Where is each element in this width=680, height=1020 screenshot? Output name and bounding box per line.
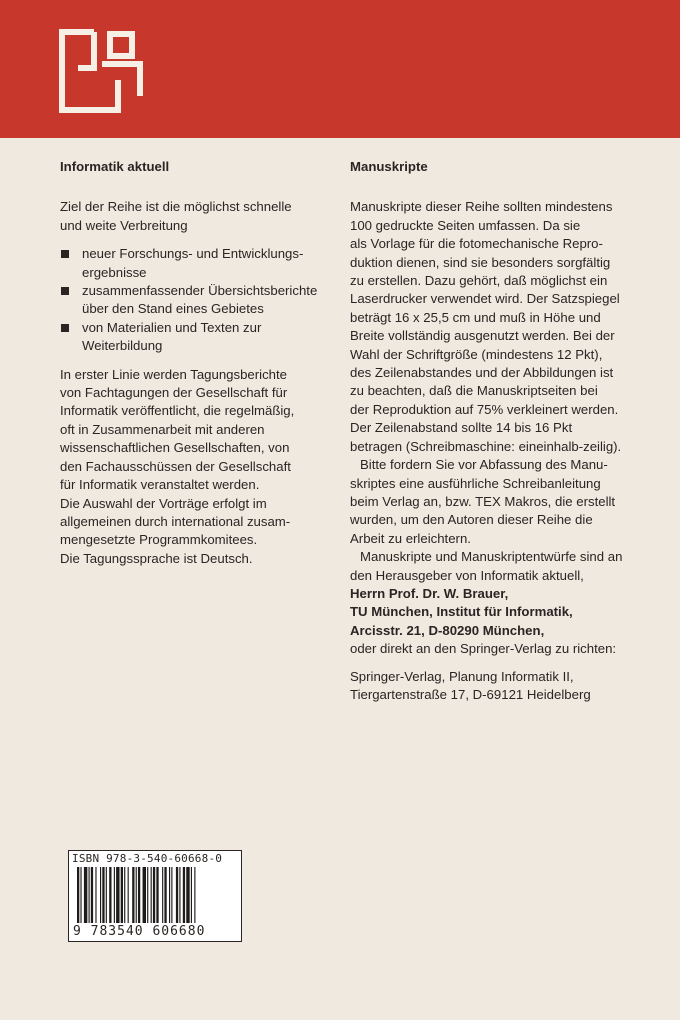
text-line: Wahl der Schriftgröße (mindestens 12 Pkt), bbox=[350, 346, 603, 362]
barcode-bar bbox=[156, 867, 158, 923]
barcode-bar bbox=[153, 867, 155, 923]
text-line: wissenschaftlichen Gesellschaften, von bbox=[60, 440, 290, 456]
barcode-bar bbox=[186, 867, 189, 923]
text-line: zu erstellen. Dazu gehört, daß möglichst ein bbox=[350, 273, 608, 289]
text-line: beträgt 16 x 25,5 cm und muß in Höhe und bbox=[350, 309, 601, 325]
barcode-bar bbox=[106, 867, 107, 923]
text-line: betragen (Schreibmaschine: eineinhalb-zeilig). bbox=[350, 438, 622, 454]
barcode-bar bbox=[132, 867, 134, 923]
text-line: Die Tagungssprache ist Deutsch. bbox=[60, 550, 253, 566]
text-line: allgemeinen durch international zusam- bbox=[60, 513, 291, 529]
barcode-bar bbox=[162, 867, 163, 923]
barcode-digits: 9 783540 606680 bbox=[73, 924, 206, 939]
text-line: für Informatik veranstaltet werden. bbox=[60, 477, 260, 493]
barcode-bar bbox=[164, 867, 166, 923]
text-line: Die Auswahl der Vorträge erfolgt im bbox=[60, 495, 267, 511]
barcode-bar bbox=[121, 867, 123, 923]
text-line: Weiterbildung bbox=[82, 338, 163, 354]
text-line: In erster Linie werden Tagungsberichte bbox=[60, 366, 288, 382]
text-line: Tiergartenstraße 17, D-69121 Heidelberg bbox=[350, 686, 591, 702]
barcode-bar bbox=[91, 867, 93, 923]
text-line: Informatik veröffentlicht, die regelmäßig, bbox=[60, 403, 295, 419]
text-line: Arbeit zu erleichtern. bbox=[350, 530, 471, 546]
text-line: Laserdrucker verwendet wird. Der Satzspiegel bbox=[350, 291, 620, 307]
text-line: zusammenfassender Übersichtsberichte bbox=[82, 283, 318, 299]
manuscript-paragraph-3 bbox=[350, 548, 630, 658]
editor-address-line: TU München, Institut für Informatik, bbox=[350, 604, 573, 620]
text-line: Springer-Verlag, Planung Informatik II, bbox=[350, 668, 574, 684]
barcode-bar bbox=[176, 867, 178, 923]
text-line: von Materialien und Texten zur bbox=[82, 319, 262, 335]
text-line: Breite vollständig ausgenutzt werden. Bei der bbox=[350, 328, 615, 344]
text-line: zu beachten, daß die Manuskriptseiten bei bbox=[350, 383, 598, 399]
text-line: den Fachausschüssen der Gesellschaft bbox=[60, 458, 291, 474]
text-line: neuer Forschungs- und Entwicklungs- bbox=[82, 246, 304, 262]
barcode-bar bbox=[191, 867, 192, 923]
barcode-bar bbox=[171, 867, 172, 923]
barcode-bars bbox=[77, 867, 233, 923]
text-line: Der Zeilenabstand sollte 14 bis 16 Pkt bbox=[350, 420, 573, 436]
barcode-bar bbox=[194, 867, 195, 923]
text-line: Bitte fordern Sie vor Abfassung des Manu- bbox=[360, 457, 608, 473]
list-item bbox=[60, 245, 322, 282]
publisher-address bbox=[350, 668, 630, 705]
editor-address-line: Arcisstr. 21, D-80290 München, bbox=[350, 622, 545, 638]
isbn-label: ISBN 978-3-540-60668-0 bbox=[72, 852, 223, 865]
barcode-bar bbox=[77, 867, 79, 923]
isbn-barcode bbox=[68, 850, 242, 942]
text-line: skriptes eine ausführliche Schreibanleitung bbox=[350, 475, 601, 491]
bullet-list bbox=[60, 245, 322, 355]
barcode-bar bbox=[128, 867, 129, 923]
text-line: Manuskripte dieser Reihe sollten mindestens bbox=[350, 199, 613, 215]
manuscript-paragraph-1 bbox=[350, 198, 630, 456]
barcode-bar bbox=[102, 867, 104, 923]
right-column bbox=[350, 158, 630, 704]
barcode-bar bbox=[95, 867, 96, 923]
bullet-square-icon bbox=[61, 287, 69, 295]
text-line: als Vorlage für die fotomechanische Repro- bbox=[350, 236, 603, 252]
text-line: den Herausgeber von Informatik aktuell, bbox=[350, 567, 584, 583]
barcode-bar bbox=[80, 867, 81, 923]
barcode-bar bbox=[151, 867, 152, 923]
barcode-bar bbox=[89, 867, 90, 923]
ci-logo-icon bbox=[58, 28, 144, 114]
text-line: wurden, um den Autoren dieser Reihe die bbox=[350, 512, 593, 528]
top-band bbox=[0, 0, 680, 138]
text-line: oder direkt an den Springer-Verlag zu richten: bbox=[350, 641, 617, 657]
barcode-bar bbox=[183, 867, 185, 923]
text-line: und weite Verbreitung bbox=[60, 217, 188, 233]
text-line: des Zeilenabstandes und der Abbildungen ist bbox=[350, 365, 614, 381]
text-line: beim Verlag an, bzw. TEX Makros, die erstellt bbox=[350, 493, 616, 509]
text-line: Manuskripte und Manuskriptentwürfe sind an bbox=[360, 549, 623, 565]
bullet-square-icon bbox=[61, 324, 69, 332]
left-column bbox=[60, 158, 322, 568]
barcode-bar bbox=[143, 867, 146, 923]
text-line: 100 gedruckte Seiten umfassen. Da sie bbox=[350, 217, 581, 233]
right-heading: Manuskripte bbox=[350, 159, 428, 174]
barcode-bar bbox=[114, 867, 115, 923]
text-line: der Reproduktion auf 75% verkleinert werden. bbox=[350, 401, 619, 417]
list-item bbox=[60, 319, 322, 356]
barcode-bar bbox=[147, 867, 148, 923]
barcode-bar bbox=[109, 867, 111, 923]
barcode-bar bbox=[124, 867, 125, 923]
text-line: duktion dienen, sind sie besonders sorgfältig bbox=[350, 254, 611, 270]
barcode-bar bbox=[136, 867, 137, 923]
left-body bbox=[60, 366, 322, 568]
barcode-bar bbox=[138, 867, 140, 923]
barcode-bar bbox=[116, 867, 119, 923]
barcode-bar bbox=[169, 867, 170, 923]
bullet-square-icon bbox=[61, 250, 69, 258]
left-heading: Informatik aktuell bbox=[60, 159, 170, 174]
text-line: oft in Zusammenarbeit mit anderen bbox=[60, 421, 265, 437]
left-intro bbox=[60, 198, 322, 235]
text-line: ergebnisse bbox=[82, 264, 147, 280]
editor-address-line: Herrn Prof. Dr. W. Brauer, bbox=[350, 585, 509, 601]
barcode-bar bbox=[84, 867, 87, 923]
text-line: über den Stand eines Gebietes bbox=[82, 301, 264, 317]
text-line: Ziel der Reihe ist die möglichst schnelle bbox=[60, 199, 292, 215]
list-item bbox=[60, 282, 322, 319]
barcode-bar bbox=[179, 867, 180, 923]
text-line: mengesetzte Programmkomitees. bbox=[60, 532, 258, 548]
barcode-bar bbox=[100, 867, 101, 923]
text-line: von Fachtagungen der Gesellschaft für bbox=[60, 385, 288, 401]
manuscript-paragraph-2 bbox=[350, 456, 630, 548]
